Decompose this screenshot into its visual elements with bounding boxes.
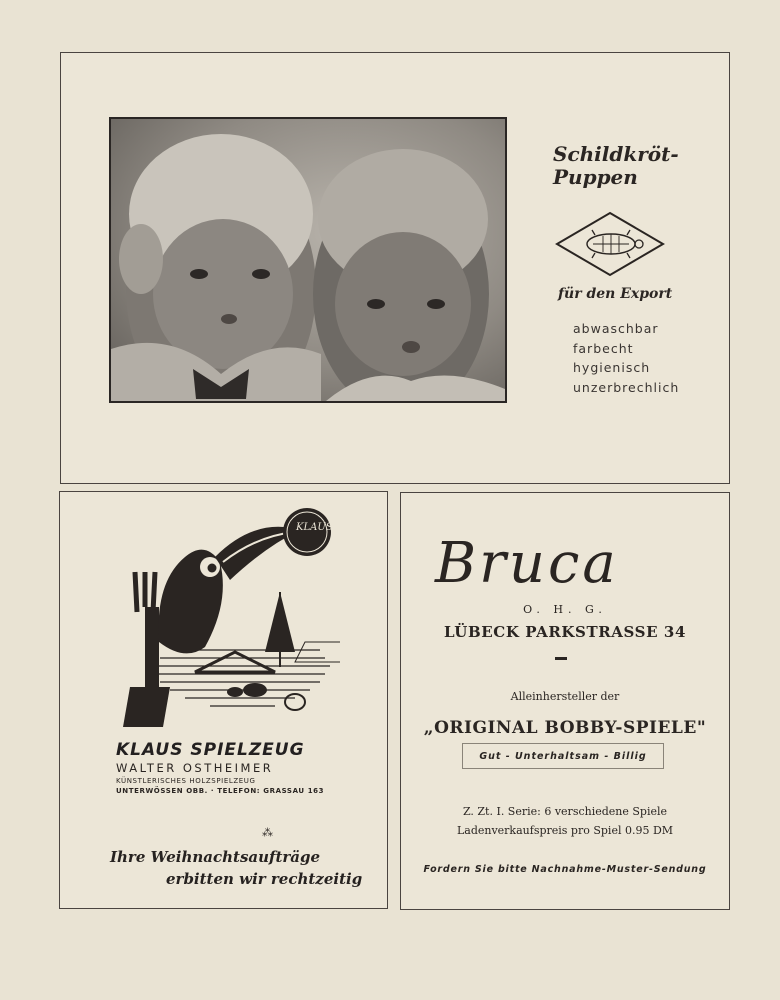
klaus-subtitle: KÜNSTLERISCHES HOLZSPIELZEUG	[116, 777, 256, 785]
klaus-brand-name: KLAUS SPIELZEUG	[116, 740, 305, 760]
turtle-icon	[555, 211, 665, 277]
dolls-photo-illustration	[111, 119, 505, 401]
brand-script-line-2: Puppen	[553, 165, 638, 189]
klaus-christmas-message	[110, 846, 362, 890]
klaus-ball-label: KLAUS	[296, 522, 333, 533]
schildkroet-advertisement	[60, 52, 730, 484]
bruca-price-line: Ladenverkaufspreis pro Spiel 0.95 DM	[456, 824, 674, 837]
bruca-logo: Bruca	[435, 531, 619, 596]
klaus-message-line-2: erbitten wir rechtzeitig	[166, 870, 363, 888]
klaus-spielzeug-advertisement	[59, 491, 388, 909]
feature-item: hygienisch	[573, 360, 651, 375]
bruca-product-name: „ORIGINAL BOBBY-SPIELE"	[423, 718, 707, 738]
dolls-photo	[109, 117, 507, 403]
klaus-message-line-1: Ihre Weihnachtsaufträge	[110, 848, 321, 866]
ornament-icon: ⁂	[262, 826, 273, 839]
bruca-advertisement	[400, 492, 730, 910]
feature-item: abwaschbar	[573, 321, 659, 336]
bruca-qualities-box: Gut - Unterhaltsam - Billig	[462, 743, 664, 769]
features-list	[573, 319, 679, 397]
brand-script-line-1: Schildkröt-	[553, 142, 679, 166]
klaus-address: UNTERWÖSSEN OBB. · TELEFON: GRASSAU 163	[116, 787, 325, 795]
bruca-address: LÜBECK PARKSTRASSE 34	[443, 623, 686, 641]
bruca-company-form: O. H. G.	[523, 603, 607, 616]
feature-item: farbecht	[573, 340, 634, 356]
feature-item: unzerbrechlich	[573, 379, 680, 395]
brand-script-title	[553, 143, 679, 189]
klaus-owner-name: WALTER OSTHEIMER	[116, 761, 274, 775]
divider	[555, 657, 567, 660]
toucan-illustration	[115, 502, 340, 742]
bruca-order-line: Fordern Sie bitte Nachnahme-Muster-Sendung	[423, 864, 707, 875]
bruca-series-info	[401, 802, 729, 840]
export-tagline: für den Export	[558, 286, 673, 302]
bruca-maker-line: Alleinhersteller der	[510, 690, 620, 703]
bruca-series-line-1: Z. Zt. I. Serie: 6 verschiedene Spiele	[462, 805, 668, 818]
